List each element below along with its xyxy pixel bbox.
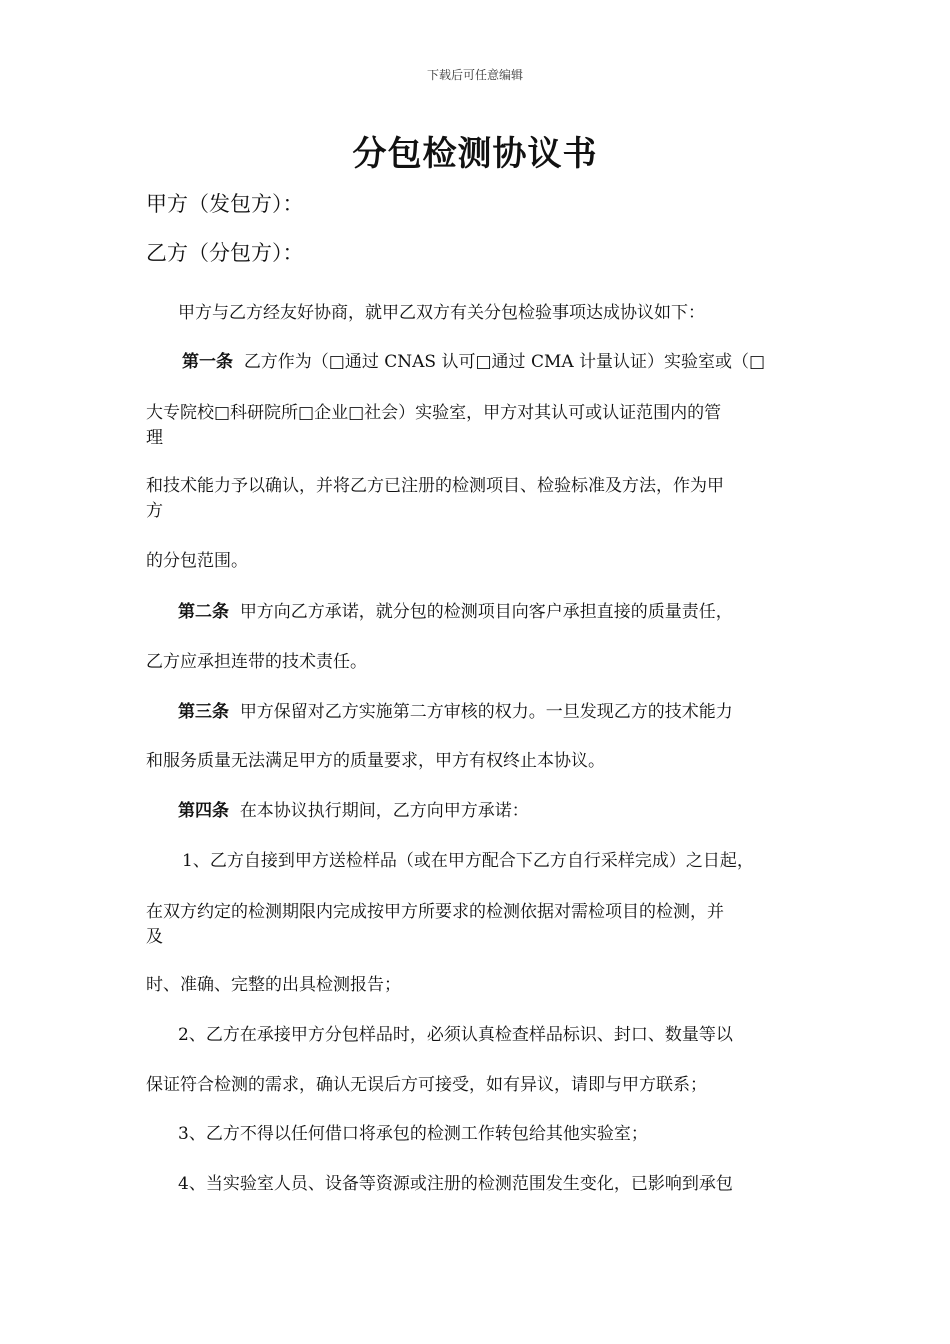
item-4-line-1: 4、当实验室人员、设备等资源或注册的检测范围发生变化，已影响到承包 — [178, 1174, 733, 1194]
article-1-line-4: 的分包范围。 — [146, 551, 248, 571]
article-1-line-1 — [182, 350, 765, 374]
article-2-label: 第二条 — [178, 602, 229, 622]
article-2-line-1 — [178, 600, 733, 624]
article-1-line-3: 和技术能力予以确认，并将乙方已注册的检测项目、检验标准及方法，作为甲 — [146, 476, 724, 496]
article-4-text-1: 在本协议执行期间，乙方向甲方承诺： — [239, 801, 529, 821]
article-3-line-1 — [178, 700, 733, 724]
article-1-line-2: 大专院校□科研院所□企业□社会）实验室，甲方对其认可或认证范围内的管 — [146, 403, 722, 423]
article-2-line-2: 乙方应承担连带的技术责任。 — [146, 652, 367, 672]
item-1-line-3: 时、准确、完整的出具检测报告； — [146, 975, 401, 995]
intro-paragraph: 甲方与乙方经友好协商，就甲乙双方有关分包检验事项达成协议如下： — [178, 303, 705, 323]
article-1-line-3-wrap: 方 — [146, 501, 163, 521]
item-2-line-1: 2、乙方在承接甲方分包样品时，必须认真检查样品标识、封口、数量等以 — [178, 1025, 733, 1045]
header-note: 下载后可任意编辑 — [426, 68, 523, 82]
party-a-line: 甲方（发包方）： — [146, 192, 304, 216]
article-3-line-2: 和服务质量无法满足甲方的质量要求，甲方有权终止本协议。 — [146, 751, 605, 771]
item-3-line-1: 3、乙方不得以任何借口将承包的检测工作转包给其他实验室； — [178, 1124, 648, 1144]
article-1-text-1: 乙方作为（□通过 CNAS 认可□通过 CMA 计量认证）实验室或（□ — [243, 352, 766, 372]
party-b-line: 乙方（分包方）： — [146, 241, 304, 265]
document-title: 分包检测协议书 — [352, 134, 598, 174]
article-3-text-1: 甲方保留对乙方实施第二方审核的权力。一旦发现乙方的技术能力 — [239, 702, 733, 722]
item-1-line-1: 1、乙方自接到甲方送检样品（或在甲方配合下乙方自行采样完成）之日起， — [182, 851, 754, 871]
item-1-line-2: 在双方约定的检测期限内完成按甲方所要求的检测依据对需检项目的检测，并 — [146, 902, 724, 922]
article-4-line-1 — [178, 799, 529, 823]
article-2-text-1: 甲方向乙方承诺，就分包的检测项目向客户承担直接的质量责任， — [239, 602, 733, 622]
article-1-line-2-wrap: 理 — [146, 428, 163, 448]
item-2-line-2: 保证符合检测的需求，确认无误后方可接受，如有异议，请即与甲方联系； — [146, 1075, 707, 1095]
article-3-label: 第三条 — [178, 702, 229, 722]
article-4-label: 第四条 — [178, 801, 229, 821]
item-1-line-2-wrap: 及 — [146, 927, 163, 947]
article-1-label: 第一条 — [182, 352, 233, 372]
